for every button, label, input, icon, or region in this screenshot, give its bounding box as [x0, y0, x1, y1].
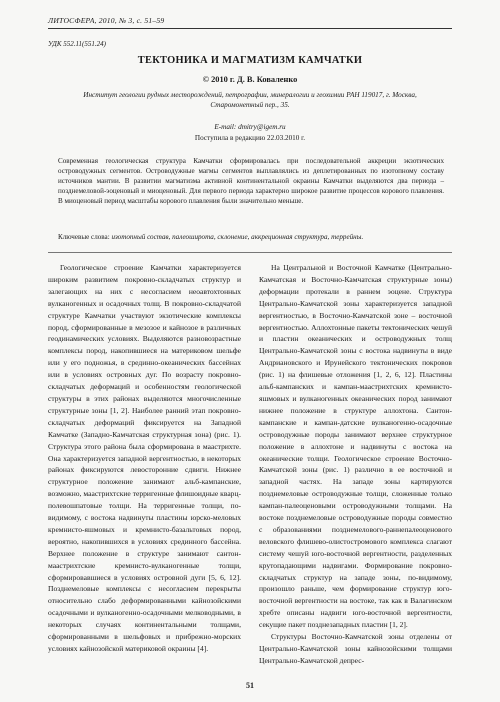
keywords-label: Ключевые слова:: [58, 233, 110, 241]
body-paragraph: Структуры Восточно-Камчатской зоны отделены от Центрально-Камчатской зоны кайнозойскими толщами Центрально-Камчатской депрес-: [259, 632, 452, 665]
received-date: Поступила в редакцию 22.03.2010 г.: [194, 134, 306, 142]
section-divider: [48, 252, 452, 253]
header-rule: [48, 28, 452, 29]
body-paragraph: На Центральной и Восточной Камчатке (Центрально-Камчатская и Восточно-Камчатская структурные зоны) деформации протекали в раннем эоцене. Структура Центрально-Камчатской зоны характеризуется западной вергентностью, в Восточно-Камчатской зоне – восточной вергентностью. Аллохтонные пакеты тектонических чешуй и пластин океанических и островодужных толщ Центрально-Камчатской зоны с востока надвинуты в виде Андриановского и Ирунейского тектонических покровов (рис. 1) на флишевые отложения [1, 2, 6, 12]. Пластины альб-кампанских и кампан-маастрихтских кремнисто-яшмовых и вулканогенных океанических пород занимают нижнее положение в структуре аллохтона. Сантон-кампанские и кампан-датские вулканогенно-осадочные островодужные породы занимают верхнее структурное положение в аллохтоне и надвинуты с востока на океанические толщи. Геологическое строение Восточно-Камчатской зоны (рис. 1) различно в ее восточной и западной частях. На западе зоны картируются позднемеловые островодужные толщи, сложенные только кампан-палеоценовыми островодужными толщами. На востоке позднемеловые островодужные породы совместно с образованиями позднемелового-раннепалеоценового веловского флишево-олистостромового комплекса слагают систему чешуй юго-восточной вергентности, разделенных крутопадающими надвигами. Формирование покровно-складчатых структур на западе зоны, по-видимому, произошло раньше, чем формирование структур юго-восточной вергентности на востоке, так как в Валагинском хребте описаны надвиги юго-восточной вергентности, секущие пакет позднезападных пластин [1, 2].: [259, 263, 452, 630]
abstract: Современная геологическая структура Камчатки сформировалась при последовательной аккреции экзотических островодужных сегментов. Островодужные магмы сегментов выплавлялись из деплетированных по изотопному составу источников мантии. В развитии магматизма активной континентальной окраины Камчатки выделяются два периода – позднемеловой-эоценовый и миоценовый. Для первого периода характерно широкое развитие процессов корового плавления. В миоценовый период масштабы корового плавления были значительно меньше.: [58, 157, 444, 206]
keywords-list: изотопный состав, палеоширота, склонение, аккреционная структура, террейны.: [111, 233, 364, 241]
udk-code: УДК 552.11(551.24): [48, 40, 106, 48]
article-author: © 2010 г. Д. В. Коваленко: [202, 75, 298, 84]
author-affiliation: Институт геологии рудных месторождений, петрографии, минералогии и геохимии РАН 119017, г. Москва, Старомонетный пер., 35.: [83, 91, 417, 109]
page-number: 51: [246, 681, 254, 690]
article-title: ТЕКТОНИКА И МАГМАТИЗМ КАМЧАТКИ: [137, 55, 363, 66]
keywords: [58, 232, 444, 242]
journal-header: ЛИТОСФЕРА, 2010, № 3, с. 51–59: [48, 16, 165, 25]
body-paragraph: Геологическое строение Камчатки характеризуется широким развитием покровно-складчатых структур и залегающих на них с несогласием неоавтохтонных вулканогенных и осадочных толщ. В покровно-складчатой структуре Камчатки участвуют экзотические комплексы пород, сформированные в мезозое и кайнозое в различных геодинамических условиях. Выделяются разновозрастные комплексы пород, накопившиеся на материковом шельфе или у его подножья, в срединно-океанических бассейнах или в условиях островных дуг. По возрасту покровно-складчатых деформаций и особенностям геологической структуры в этих районах выделяются многочисленные структурные зоны [1, 2]. Наиболее ранний этап покровно-складчатых деформаций фиксируется на Западной Камчатке (Западно-Камчатская структурная зона) (рис. 1). Структура этого района была сформирована в маастрихте. Она характеризуется западной вергентностью, в некоторых районах фиксируются левосторонние сдвиги. Нижнее структурное положение занимают альб-кампанские, возможно, маастрихтские терригенные флишоидные кварц-полевошпатовые толщи. На терригенные толщи, по-видимому, с востока надвинуты пластины юрско-меловых кремнисто-яшмовых и кремнисто-базальтовых пород, вероятно, накопившихся в условиях срединного бассейна. Верхнее положение в структуре занимают сантон-маастрихтские кремнисто-вулканогенные толщи, сформировавшиеся в условиях островной дуги [5, 6, 12]. Позднемеловые комплексы с несогласием перекрыты относительно слабо деформированными кайнозойскими осадочными и вулканогенно-осадочными мелководными, в некоторых случаях континентальными толщами, сформированными в шельфовых и прибрежно-морских условиях кайнозойской материковой окраины [4].: [48, 263, 241, 653]
left-column: [48, 262, 241, 655]
author-email: E-mail: dmitry@igem.ru: [214, 123, 286, 131]
right-column: [259, 262, 452, 667]
